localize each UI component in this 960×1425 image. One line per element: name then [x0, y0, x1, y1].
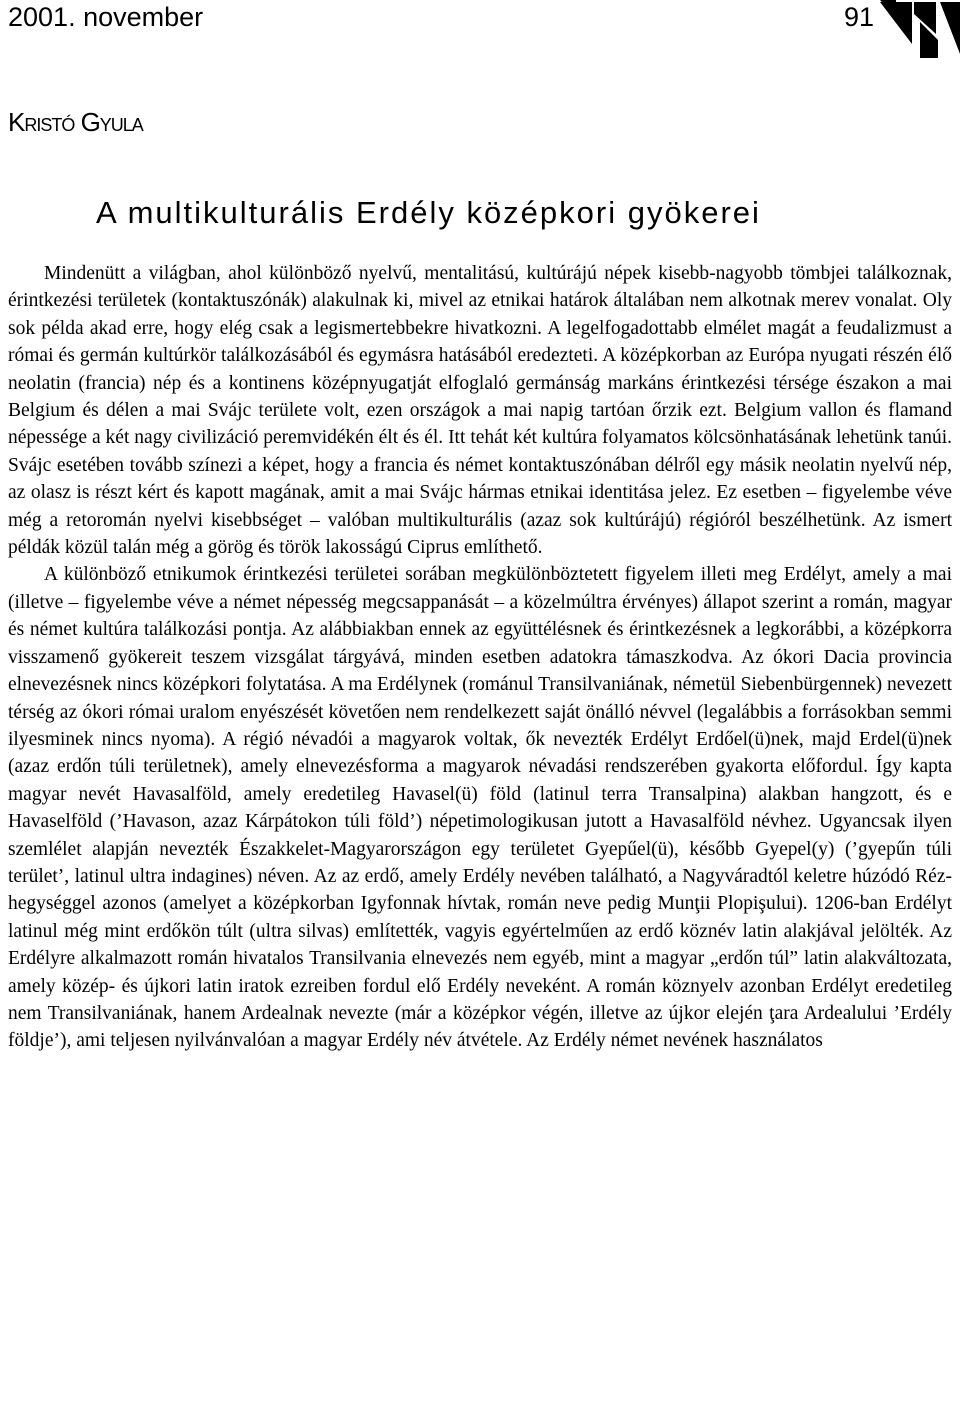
author-name: Kristó Gyula: [8, 107, 143, 137]
article-body: [8, 260, 952, 1055]
page-header: [8, 0, 960, 40]
paragraph-2: A különböző etnikumok érintkezési területei sorában megkülönböztetett figyelem illeti meg Erdélyt, amely a mai (illetve – figyelembe véve a német népesség megcsappanását – a közelmúltra érvényes) állapot szerint a román, magyar és német kultúra találkozási pontja. Az alábbiakban ennek az együttélésnek és érintkezésnek a legkorábbi, a középkorra visszamenő gyökereit teszem vizsgálat tárgyává, minden esetben adatokra támaszkodva. Az ókori Dacia provincia elnevezésnek nincs középkori folytatása. A ma Erdélynek (románul Transilvaniának, németül Siebenbürgennek) nevezett térség az ókori római uralom enyészését követően nem rendelkezett saját önálló névvel (legalábbis a forrásokban semmi ilyesminek nincs nyoma). A régió névadói a magyarok voltak, ők nevezték Erdélyt Erdőel(ü)nek, majd Erdel(ü)nek (azaz erdőn túli területnek), amely elnevezésforma a magyarok névadási rendszerében gyakorta előfordul. Így kapta magyar nevét Havasalföld, amely eredetileg Havasel(ü) föld (latinul terra Transalpina) alakban hangzott, és e Havaselföld (’Havason, azaz Kárpátokon túli föld’) népetimologikusan jutott a Havasalföld névhez. Ugyancsak ilyen szemlélet alapján nevezték Északkelet-Magyarországon egy területet Gyepűel(ü), később Gyepel(y) (’gyepűn túli terület’, latinul ultra indagines) néven. Az az erdő, amely Erdély nevében található, a Nagyváradtól keletre húzódó Réz-hegységgel azonos (amelyet a középkorban Igyfonnak hívtak, román neve pedig Munţii Plopişului). 1206-ban Erdélyt latinul még mint erdőkön túlt (ultra silvas) említették, vagyis egyértelműen az erdő köznév latin alakjával jelölték. Az Erdélyre alkalmazott román hivatalos Transilvania elnevezés nem egyéb, mint a magyar „erdőn túl” latin alakváltozata, amely közép- és újkori latin iratok ezreiben fordul elő Erdély neveként. A román köznyelv azonban Erdélyt eredetileg nem Transilvaniának, hanem Ardealnak nevezte (már a középkor végén, illetve az újkor elején ţara Ardealului ’Erdély földje’), ami teljesen nyilvánvalóan a magyar Erdély név átvétele. Az Erdély német nevének használatos: [8, 564, 952, 1052]
issue-date: 2001. november: [8, 2, 204, 32]
corner-triangles-icon: [880, 0, 960, 58]
paragraph-1: Mindenütt a világban, ahol különböző nyelvű, mentalitású, kultúrájú népek kisebb-nagyobb tömbjei találkoznak, érintkezési területek (kontaktuszónák) alakulnak ki, mivel az etnikai határok általában nem alkotnak merev vonalat. Oly sok példa akad erre, hogy elég csak a legismertebbekre hivatkozni. A legelfogadottabb elmélet magát a feudalizmust a római és germán kultúrkör találkozásából és egymásra hatásából eredezteti. A középkorban az Európa nyugati részén élő neolatin (francia) nép és a kontinens középnyugatját elfoglaló germánság markáns érintkezési térsége északon a mai Belgium és délen a mai Svájc területe volt, ezen országok a mai napig tartóan őrzik ezt. Belgium vallon és flamand népessége a két nagy civilizáció peremvidékén élt és él. Itt tehát két kultúra folyamatos kölcsönhatásának lehetünk tanúi. Svájc esetében tovább színezi a képet, hogy a francia és német kontaktuszónában délről egy másik neolatin nyelvű nép, az olasz is részt kért és kapott magának, amit a mai Svájc hármas etnikai identitása jelez. Ez esetben – figyelembe véve még a retoromán nyelvi kisebbséget – valóban multikulturális (azaz sok kultúrájú) régióról beszélhetünk. Az ismert példák közül talán még a görög és török lakosságú Ciprus említhető.: [8, 263, 952, 559]
page-number: 91: [844, 2, 875, 32]
article-title: A multikulturális Erdély középkori gyökerei: [96, 195, 761, 230]
